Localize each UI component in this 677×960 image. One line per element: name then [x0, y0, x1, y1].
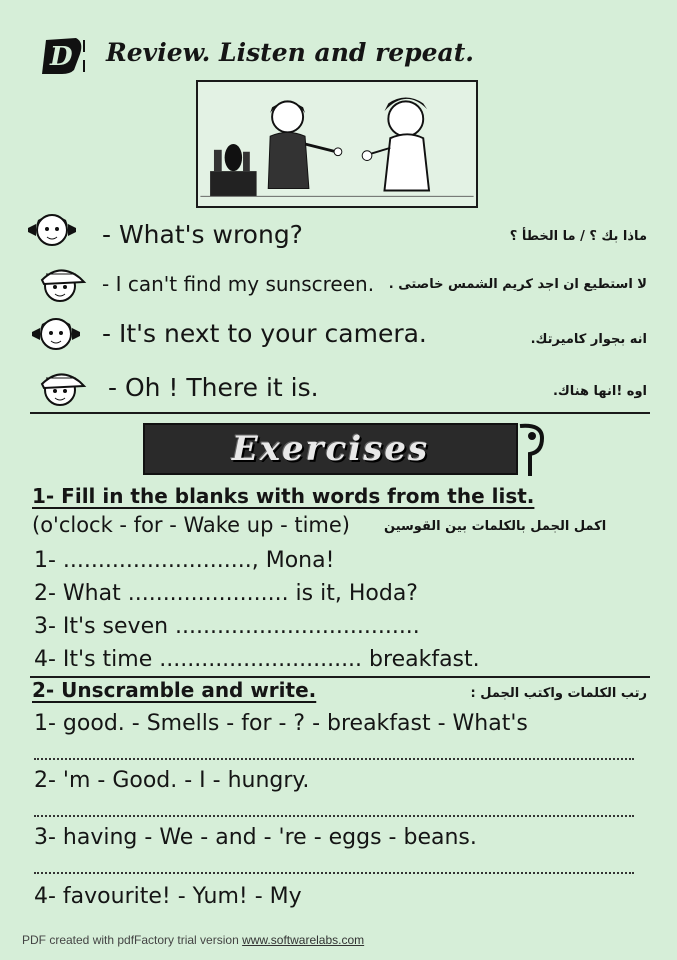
exercise-1-item: 3- It's seven ...................................: [34, 614, 420, 639]
boy-icon: [36, 364, 88, 408]
exercise-2-item: 4- favourite! - Yum! - My: [34, 884, 302, 909]
footer-note: [22, 933, 364, 947]
exercise-1-instruction: اكمل الجمل بالكلمات بين القوسين: [384, 519, 607, 534]
exercise-1-item: 1- ..........................., Mona!: [34, 548, 335, 573]
word-list: (o'clock - for - Wake up - time): [32, 513, 350, 537]
girl-icon: [30, 310, 82, 354]
exercise-2-item: 2- 'm - Good. - I - hungry.: [34, 768, 310, 793]
dialog-translation-1: ماذا بك ؟ / ما الخطأ ؟: [509, 229, 647, 244]
dialog-illustration: [196, 80, 478, 208]
answer-line: [34, 758, 634, 760]
section-title: Review. Listen and repeat.: [106, 38, 474, 67]
exercises-title: Exercises: [231, 429, 430, 469]
exercise-2-instruction: رتب الكلمات واكتب الجمل :: [470, 686, 647, 701]
answer-line: [34, 872, 634, 874]
exercise-2-item: 3- having - We - and - 're - eggs - beans.: [34, 825, 477, 850]
dialog-translation-4: اوه !انها هناك.: [552, 384, 647, 399]
banner-scroll-icon: [516, 422, 546, 478]
section-divider: [30, 412, 650, 414]
svg-text:D: D: [50, 42, 73, 72]
boy-icon: [36, 260, 88, 304]
exercise-2-item: 1- good. - Smells - for - ? - breakfast - What's: [34, 711, 528, 736]
girl-icon: [26, 206, 78, 250]
footer-link[interactable]: www.softwarelabs.com: [242, 933, 365, 947]
dialog-line-3: - It's next to your camera.: [102, 319, 427, 348]
section-badge-icon: [40, 34, 86, 76]
dialog-line-1: - What's wrong?: [102, 220, 303, 249]
dialog-translation-2: لا استطيع ان اجد كريم الشمس خاصتى .: [388, 277, 647, 292]
dialog-line-2: - I can't find my sunscreen.: [102, 272, 375, 296]
exercise-1-item: 4- It's time ............................. breakfast.: [34, 647, 480, 672]
exercise-1-item: 2- What ....................... is it, Hoda?: [34, 581, 418, 606]
exercise-1-heading: 1- Fill in the blanks with words from the list.: [32, 484, 535, 508]
exercise-2-heading: 2- Unscramble and write.: [32, 678, 317, 702]
dialog-line-4: - Oh ! There it is.: [108, 373, 319, 402]
answer-line: [34, 815, 634, 817]
exercises-banner: [143, 423, 518, 475]
footer-text: PDF created with pdfFactory trial version: [22, 933, 239, 947]
dialog-translation-3: انه بجوار كاميرتك.: [530, 332, 647, 347]
